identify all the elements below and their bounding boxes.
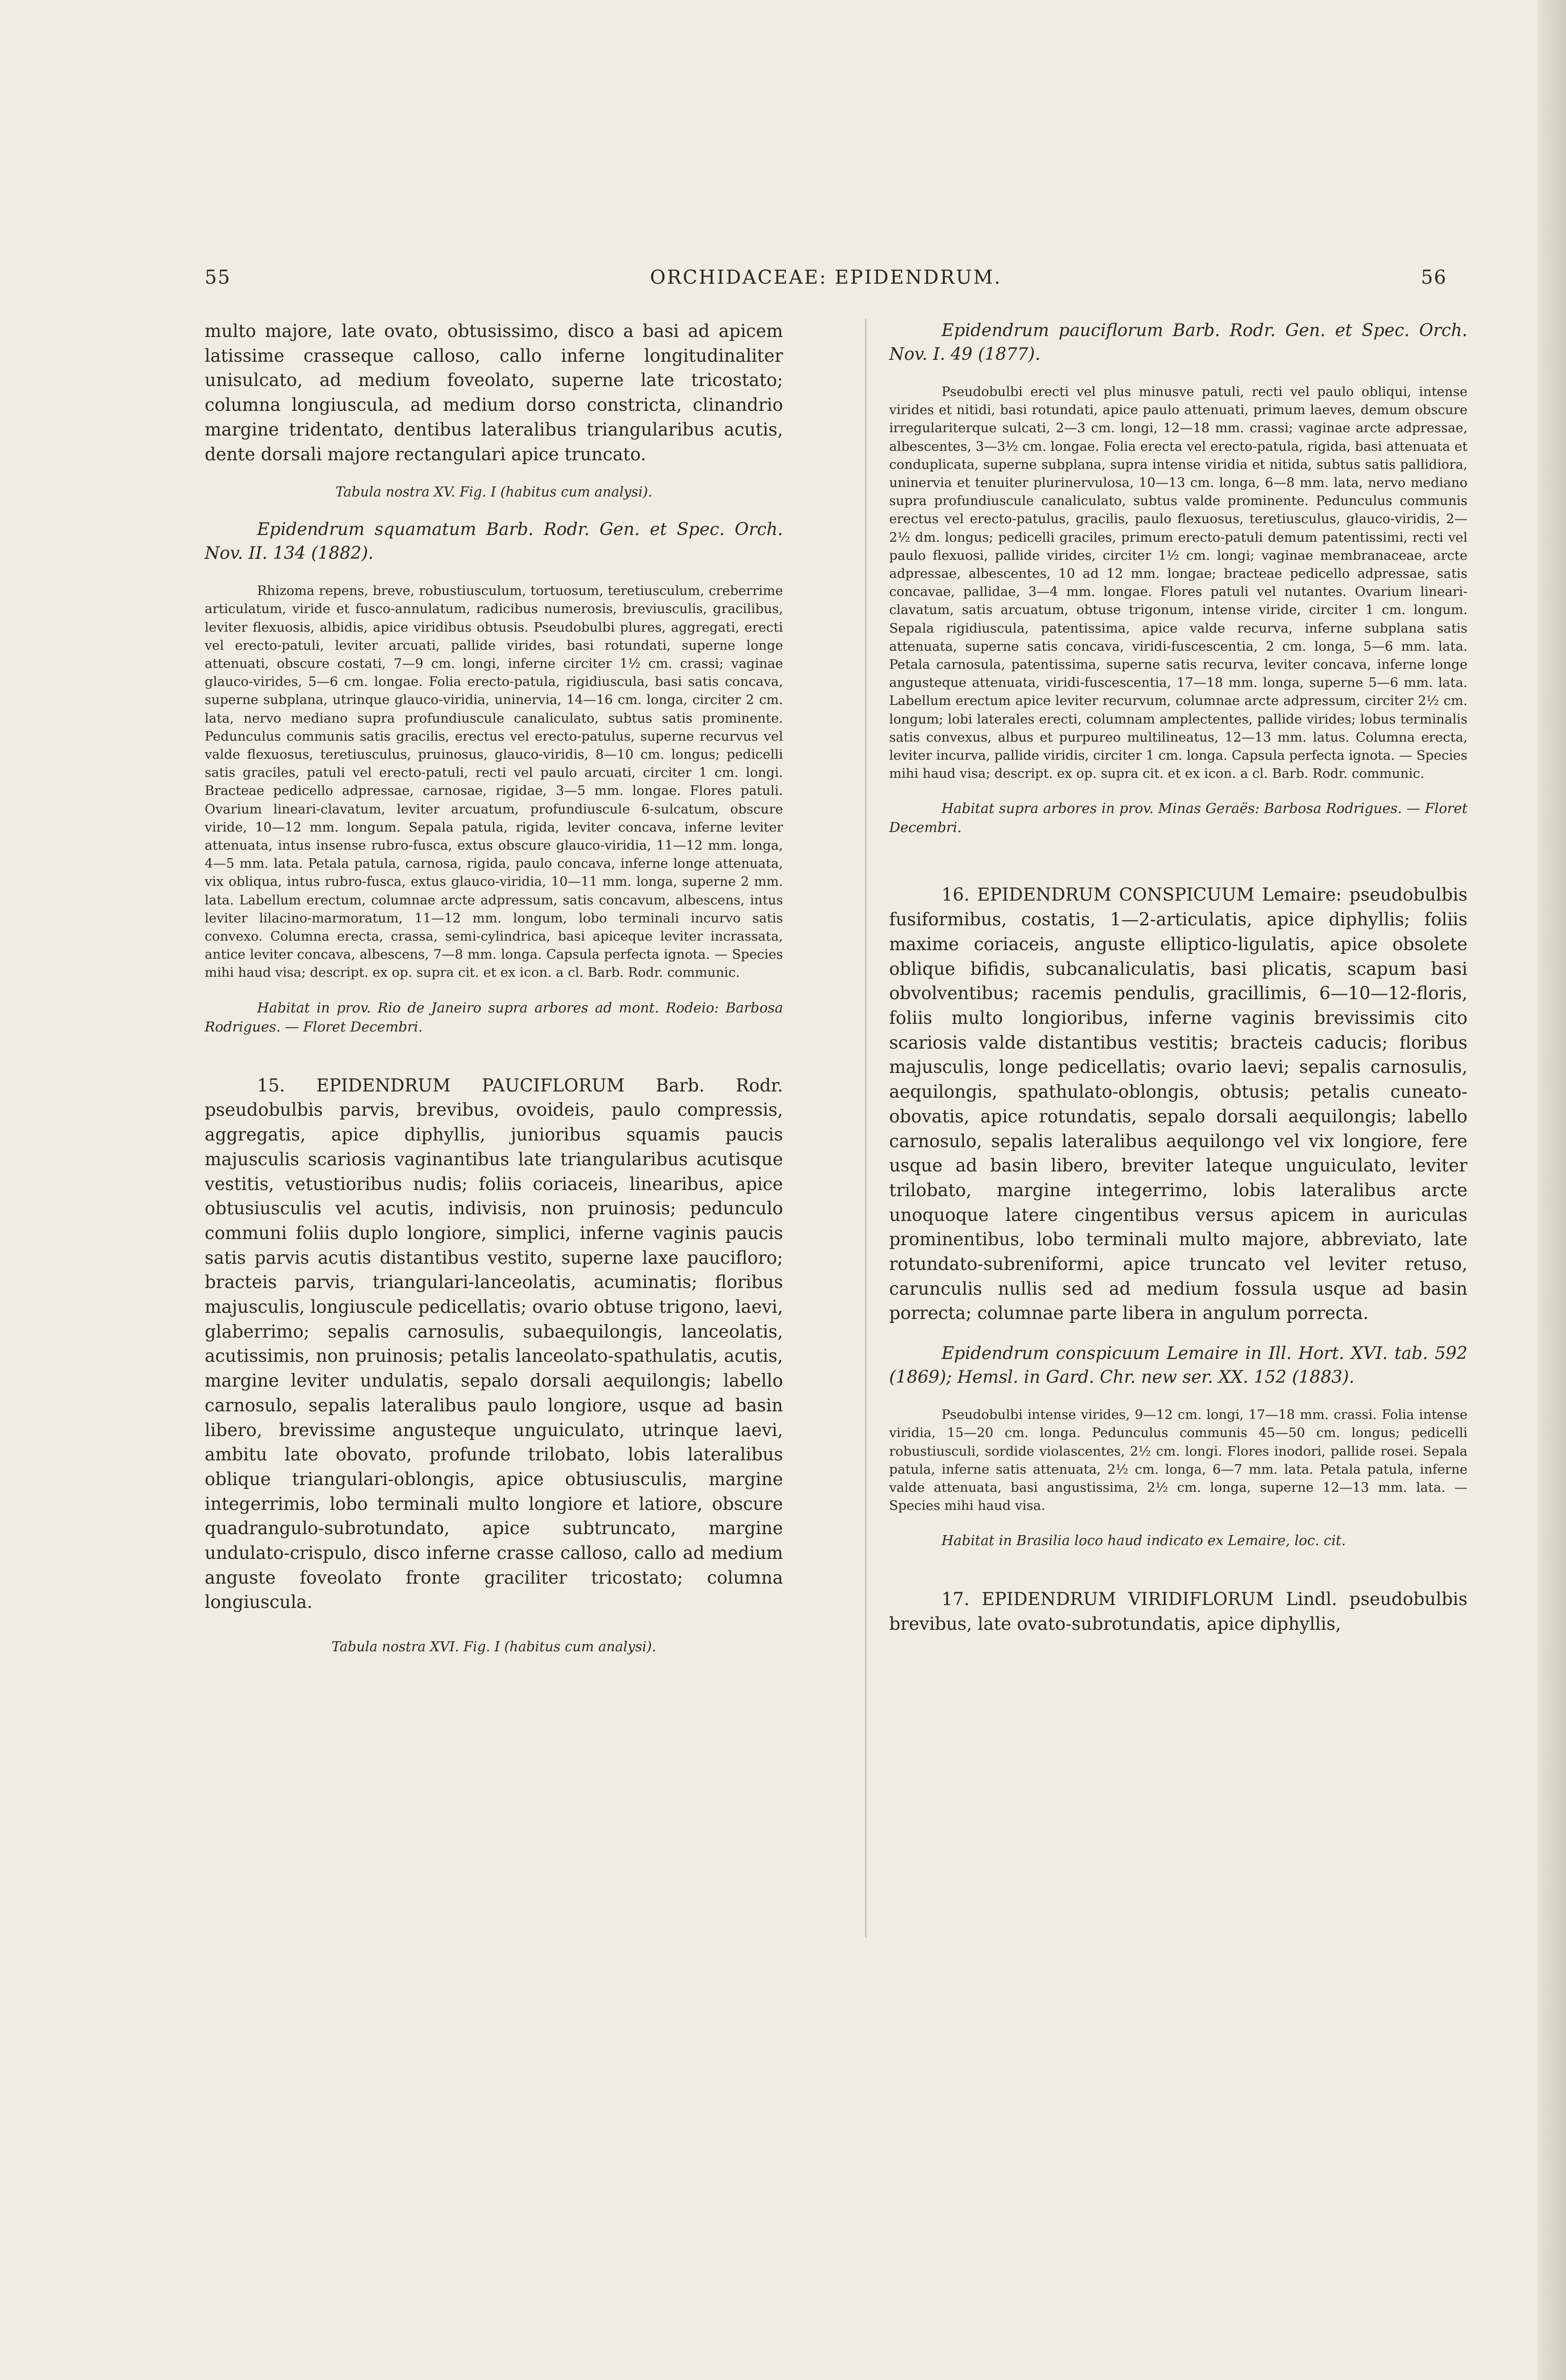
reference-pauciflorum: Epidendrum pauciflorum Barb. Rodr. Gen. et Spec. Orch. Nov. I. 49 (1877).: [889, 321, 1467, 364]
species-15-pauciflorum: 15. EPIDENDRUM PAUCIFLORUM Barb. Rodr. pseudobulbis parvis, brevibus, ovoideis, paulo compressis, aggregatis, apice diphyllis, junioribus squamis paucis majusculis scariosis vaginantibus late triangularibus acutisque vestitis, vetustioribus nudis; foliis coriaceis, linearibus, apice obtusiusculis vel acutis, indivisis, non pruinosis; pedunculo communi foliis duplo longiore, simplici, inferne vaginis paucis satis parvis acutis distantibus vestito, superne laxe paucifloro; bracteis parvis, triangulari-lanceolatis, acuminatis; floribus majusculis, longiuscule pedicellatis; ovario obtuse trigono, laevi, glaberrimo; sepalis carnosulis, subaequilongis, lanceolatis, acutissimis, non pruinosis; petalis lanceolato-spathulatis, acutis, margine leviter undulatis, sepalo dorsali aequilongis; labello carnosulo, sepalis lateralibus paulo longiore, usque ad basin libero, brevissime angusteque unguiculato, utrinque laevi, ambitu late obovato, profunde trilobato, lobis lateralibus oblique triangulari-oblongis, apice obtusiusculis, margine integerrimis, lobo terminali multo longiore et latiore, obscure quadrangulo-subrotundato, apice subtruncato, margine undulato-crispulo, disco inferne crasse calloso, callo ad medium anguste foveolato fronte graciliter tricostato; columna longiuscula.: [205, 1075, 783, 1613]
page-number-left: 55: [205, 267, 231, 288]
species-17-viridiflorum: 17. EPIDENDRUM VIRIDIFLORUM Lindl. pseudobulbis brevibus, late ovato-subrotundatis, apice diphyllis,: [889, 1589, 1467, 1635]
reference-squamatum: Epidendrum squamatum Barb. Rodr. Gen. et Spec. Orch. Nov. II. 134 (1882).: [205, 520, 783, 564]
description-pauciflorum: Pseudobulbi erecti vel plus minusve patuli, recti vel paulo obliqui, intense virides et nitidi, basi rotundati, apice paulo attenuati, primum laeves, demum obscure irregulariterque sulcati, 2—3 cm. longi, 12—18 mm. crassi; vaginae arcte adpressae, albescentes, 3—3½ cm. longae. Folia erecta vel erecto-patula, rigida, basi attenuata et conduplicata, superne subplana, supra intense viridia et nitida, subtus satis pallidiora, uninervia et tenuiter plurinervulosa, 10—13 cm. longa, 6—8 mm. lata, nervo mediano supra profundiuscule canaliculato, subtus valde prominente. Pedunculus communis erectus vel erecto-patulus, gracilis, paulo flexuosus, teretiusculus, glauco-viridis, 2—2½ dm. longus; pedicelli graciles, primum erecto-patuli demum patentissimi, recti vel paulo flexuosi, pallide virides, circiter 1½ cm. longi; vaginae membranaceae, arcte adpressae, albescentes, 10 ad 12 mm. longae; bracteae pedicello adpressae, satis concavae, pallidae, 3—4 mm. longae. Flores patuli vel nutantes. Ovarium lineari-clavatum, satis arcuatum, obtuse trigonum, intense viride, circiter 1 cm. longum. Sepala rigidiuscula, patentissima, apice valde recurva, inferne subplana satis attenuata, superne satis concava, viridi-fuscescentia, 2 cm. longa, 5—6 mm. lata. Petala carnosula, patentissima, superne satis recurva, leviter concava, inferne longe angusteque attenuata, viridi-fuscescentia, 17—18 mm. longa, superne 5—6 mm. lata. Labellum erectum apice leviter recurvum, columnae arcte adpressum, circiter 2½ cm. longum; lobi laterales erecti, columnam amplectentes, pallide virides; lobus terminalis satis convexus, albus et purpureo multilineatus, 12—13 mm. latus. Columna erecta, leviter incurva, pallide viridis, circiter 1 cm. longa. Capsula perfecta ignota. — Species mihi haud visa; descript. ex op. supra cit. et ex icon. a cl. Barb. Rodr. communic.: [889, 384, 1467, 782]
right-column: [889, 319, 1467, 1636]
description-squamatum: Rhizoma repens, breve, robustiusculum, tortuosum, teretiusculum, creberrime articulatum, viride et fusco-annulatum, radicibus numerosis, breviusculis, gracilibus, leviter flexuosis, albidis, apice viridibus obtusis. Pseudobulbi plures, aggregati, erecti vel erecto-patuli, leviter arcuati, pallide virides, basi rotundati, superne longe attenuati, obscure costati, 7—9 cm. longi, inferne circiter 1½ cm. crassi; vaginae glauco-virides, 5—6 cm. longae. Folia erecto-patula, rigidiuscula, basi satis concava, superne subplana, utrinque glauco-viridia, uninervia, 14—16 cm. longa, circiter 2 cm. lata, nervo mediano supra profundiuscule canaliculato, subtus satis prominente. Pedunculus communis satis gracilis, erectus vel erecto-patulus, superne recurvus vel valde flexuosus, teretiusculus, pruinosus, glauco-viridis, 8—10 cm. longus; pedicelli satis graciles, patuli vel erecto-patuli, recti vel paulo arcuati, circiter 1 cm. longi. Bracteae pedicello adpressae, carnosae, rigidae, 3—5 mm. longae. Flores patuli. Ovarium lineari-clavatum, leviter arcuatum, profundiuscule 6-sulcatum, obscure viride, 10—12 mm. longum. Sepala patula, rigida, leviter concava, inferne leviter attenuata, intus insense rubro-fusca, extus obscure glauco-viridia, 11—12 mm. longa, 4—5 mm. lata. Petala patula, carnosa, rigida, paulo concava, inferne longe attenuata, vix obliqua, intus rubro-fusca, extus glauco-viridia, 10—11 mm. longa, superne 2 mm. lata. Labellum erectum, columnae arcte adpressum, satis concavum, albescens, intus leviter lilacino-marmoratum, 11—12 mm. longum, lobo terminali incurvo satis convexo. Columna erecta, crassa, semi-cylindrica, basi apiceque leviter incrassata, antice leviter concava, albescens, 7—8 mm. longa. Capsula perfecta ignota. — Species mihi haud visa; descript. ex op. supra cit. et ex icon. a cl. Barb. Rodr. communic.: [205, 583, 783, 981]
habitat-conspicuum: Habitat in Brasilia loco haud indicato ex Lemaire, loc. cit.: [942, 1532, 1346, 1549]
plate-caption-xvi: Tabula nostra XVI. Fig. I (habitus cum analysi).: [331, 1639, 656, 1655]
running-title: ORCHIDACEAE: EPIDENDRUM.: [650, 267, 1002, 288]
species-16-conspicuum: 16. EPIDENDRUM CONSPICUUM Lemaire: pseudobulbis fusiformibus, costatis, 1—2-articulatis, apice diphyllis; foliis maxime coriaceis, anguste elliptico-ligulatis, apice obsolete oblique bifidis, subcanaliculatis, basi plicatis, scapum basi obvolventibus; racemis pendulis, gracillimis, 6—10—12-floris, foliis multo longioribus, inferne vaginis brevissimis cito scariosis valde distantibus vestitis; bracteis caducis; floribus majusculis, longe pedicellatis; ovario laevi; sepalis carnosulis, aequilongis, spathulato-oblongis, obtusis; petalis cuneato-obovatis, apice rotundatis, sepalo dorsali aequilongis; labello carnosulo, sepalis lateralibus aequilongo vel vix longiore, fere usque ad basin libero, breviter lateque unguiculato, leviter trilobato, margine integerrimo, lobis lateralibus arcte unoquoque latere cingentibus versus apicem in auriculas prominentibus, lobo terminali multo majore, abbreviato, late rotundato-subreniformi, apice truncato vel leviter retuso, carunculis nullis sed ad medium fossula usque ad basin porrecta; columnae parte libera in angulum porrecta.: [889, 884, 1467, 1324]
habitat-squamatum: Habitat in prov. Rio de Janeiro supra arbores ad mont. Rodeio: Barbosa Rodrigues. — Floret Decembri.: [205, 999, 783, 1035]
description-conspicuum: Pseudobulbi intense virides, 9—12 cm. longi, 17—18 mm. crassi. Folia intense viridia, 15—20 cm. longa. Pedunculus communis 45—50 cm. longus; pedicelli robustiusculi, sordide violascentes, 2½ cm. longi. Flores inodori, pallide rosei. Sepala patula, inferne satis attenuata, 2½ cm. longa, 6—7 mm. lata. Petala patula, inferne valde attenuata, basi angustissima, 2½ cm. longa, superne 12—13 mm. lata. — Species mihi haud visa.: [889, 1407, 1467, 1514]
plate-caption-xv: Tabula nostra XV. Fig. I (habitus cum analysi).: [335, 484, 653, 500]
page-edge: [1537, 0, 1566, 2380]
left-column: [205, 319, 783, 1656]
reference-conspicuum: Epidendrum conspicuum Lemaire in Ill. Hort. XVI. tab. 592 (1869); Hemsl. in Gard. Chr. new ser. XX. 152 (1883).: [889, 1344, 1467, 1388]
page-number-right: 56: [1421, 267, 1447, 288]
column-divider: [865, 319, 866, 1937]
habitat-pauciflorum: Habitat supra arbores in prov. Minas Geraës: Barbosa Rodrigues. — Floret Decembri.: [889, 800, 1467, 836]
continued-description: multo majore, late ovato, obtusissimo, disco a basi ad apicem latissime crasseque calloso, callo inferne longitudinaliter unisulcato, ad medium foveolato, superne late tricostato; columna longiuscula, ad medium dorso constricta, clinandrio margine tridentato, dentibus lateralibus triangularibus acutis, dente dorsali majore rectangulari apice truncato.: [205, 321, 783, 465]
running-header: [205, 267, 1447, 295]
